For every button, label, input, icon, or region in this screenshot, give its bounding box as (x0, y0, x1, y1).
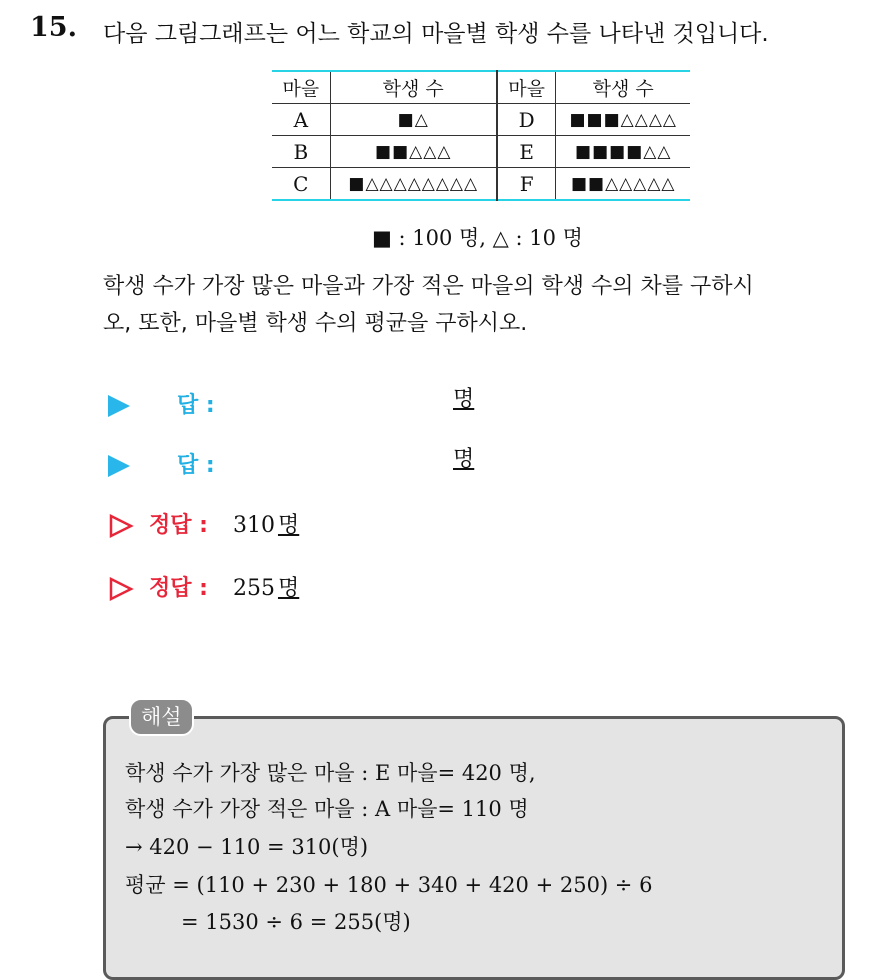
outline-triangle-icon (108, 513, 134, 539)
answer-row-2[interactable] (108, 447, 475, 478)
solution-line: 학생 수가 가장 많은 마을 : E 마을= 420 명, (125, 761, 536, 785)
symbol-cell: ■■△△△△△ (556, 168, 690, 201)
solution-line: 학생 수가 가장 적은 마을 : A 마을= 110 명 (125, 797, 529, 821)
answer-label: 답 : (177, 393, 215, 418)
picture-graph-table (272, 70, 690, 201)
solution-line: = 1530 ÷ 6 = 255(명) (181, 910, 411, 934)
prompt-line: 오, 또한, 마을별 학생 수의 평균을 구하시오. (103, 311, 528, 336)
question-prompt (103, 268, 863, 342)
correct-answer-row-1 (108, 508, 303, 539)
symbol-cell: ■■■■△△ (556, 136, 690, 168)
correct-value: 255 (232, 576, 275, 601)
village-cell: C (272, 168, 330, 201)
answer-label: 답 : (177, 453, 215, 478)
header-village: 마을 (497, 71, 556, 104)
symbol-cell: ■■△△△ (330, 136, 497, 168)
table-header-row (272, 71, 690, 104)
village-cell: D (497, 104, 556, 136)
village-cell: B (272, 136, 330, 168)
header-students: 학생 수 (330, 71, 497, 104)
prompt-line: 학생 수가 가장 많은 마을과 가장 적은 마을의 학생 수의 차를 구하시 (103, 274, 754, 299)
table-row (272, 168, 690, 201)
correct-label: 정답 : (149, 576, 208, 601)
table-row (272, 104, 690, 136)
solution-tag: 해설 (129, 698, 194, 736)
correct-unit: 명 (277, 576, 300, 601)
correct-unit: 명 (277, 513, 300, 538)
header-village: 마을 (272, 71, 330, 104)
correct-value: 310 (232, 513, 275, 538)
correct-answer-row-2 (108, 571, 303, 602)
table-row (272, 136, 690, 168)
play-arrow-icon (108, 455, 130, 477)
solution-line: 평균 = (110 + 230 + 180 + 340 + 420 + 250) ÷ 6 (125, 873, 653, 897)
symbol-cell: ■△ (330, 104, 497, 136)
header-students: 학생 수 (556, 71, 690, 104)
question-number: 15. (30, 12, 77, 43)
symbol-cell: ■■■△△△△ (556, 104, 690, 136)
solution-line: → 420 − 110 = 310(명) (125, 835, 369, 859)
symbol-legend: ■ : 100 명, △ : 10 명 (372, 226, 583, 250)
question-text: 다음 그림그래프는 어느 학교의 마을별 학생 수를 나타낸 것입니다. (103, 21, 769, 47)
correct-label: 정답 : (149, 513, 208, 538)
answer-row-1[interactable] (108, 387, 475, 418)
symbol-cell: ■△△△△△△△△ (330, 168, 497, 201)
answer-unit: 명 (453, 387, 475, 412)
village-cell: E (497, 136, 556, 168)
outline-triangle-icon (108, 576, 134, 602)
answer-unit: 명 (453, 447, 475, 472)
village-cell: A (272, 104, 330, 136)
village-cell: F (497, 168, 556, 201)
play-arrow-icon (108, 395, 130, 417)
